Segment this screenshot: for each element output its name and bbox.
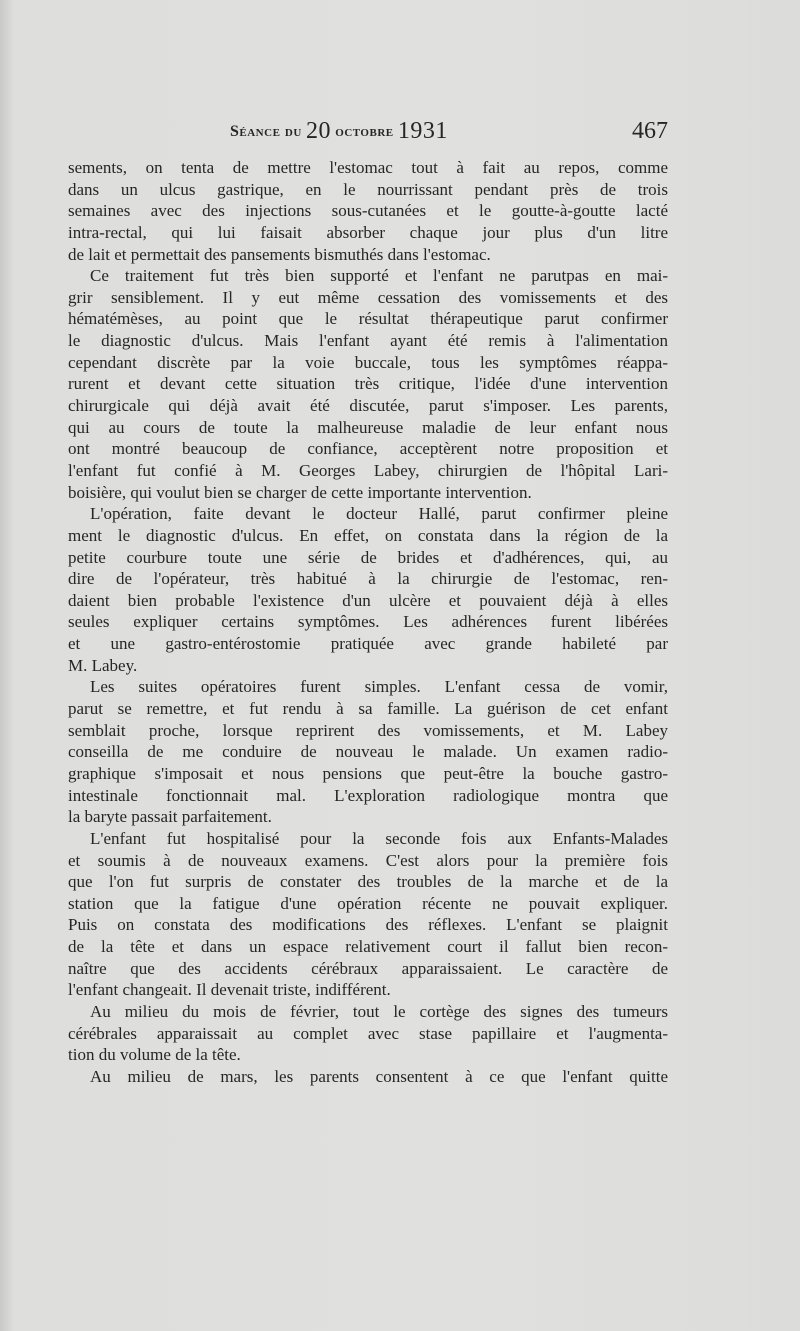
text-line: cependant discrète par la voie buccale, tous les symptômes réappa- [68, 352, 668, 372]
text-line: naître que des accidents cérébraux apparaissaient. Le caractère de [68, 958, 668, 978]
text-line: station que la fatigue d'une opération récente ne pouvait expliquer. [68, 893, 668, 913]
text-line: Au milieu de mars, les parents consentent à ce que l'enfant quitte [90, 1066, 668, 1086]
text-line: intra-rectal, qui lui faisait absorber chaque jour plus d'un litre [68, 222, 668, 242]
page-header [68, 118, 668, 148]
text-line: intestinale fonctionnait mal. L'exploration radiologique montra que [68, 785, 668, 805]
body-text [68, 157, 668, 1088]
text-line: graphique s'imposait et nous pensions que peut-être la bouche gastro- [68, 763, 668, 783]
running-head-day: 20 [306, 118, 332, 144]
text-line: rurent et devant cette situation très critique, l'idée d'une intervention [68, 374, 668, 394]
text-line: M. Labey. [68, 655, 138, 675]
running-head-year: 1931 [397, 118, 448, 144]
text-line: ment le diagnostic d'ulcus. En effet, on constata dans la région de la [68, 525, 668, 545]
paragraph [68, 157, 668, 265]
paragraph [68, 1001, 668, 1066]
text-line: semaines avec des injections sous-cutanées et le goutte-à-goutte lacté [68, 201, 668, 221]
page-number: 467 [632, 118, 668, 144]
text-line: conseilla de me conduire de nouveau le malade. Un examen radio- [68, 742, 668, 762]
text-line: Puis on constata des modifications des réflexes. L'enfant se plaignit [68, 915, 668, 935]
text-line: L'opération, faite devant le docteur Hallé, parut confirmer pleine [90, 504, 668, 524]
text-line: tion du volume de la tête. [68, 1045, 241, 1065]
text-line: boisière, qui voulut bien se charger de cette importante intervention. [68, 482, 532, 502]
text-line: dire de l'opérateur, très habitué à la chirurgie de l'estomac, ren- [68, 569, 668, 589]
text-line: que l'on fut surpris de constater des troubles de la marche et de la [68, 872, 668, 892]
text-line: hématémèses, au point que le résultat thérapeutique parut confirmer [68, 309, 668, 329]
text-line: parut se remettre, et fut rendu à sa famille. La guérison de cet enfant [68, 699, 668, 719]
running-head-month: octobre [335, 123, 394, 140]
paragraph [68, 503, 668, 676]
text-line: petite courbure toute une série de brides et d'adhérences, qui, au [68, 547, 668, 567]
text-line: sements, on tenta de mettre l'estomac tout à fait au repos, comme [68, 158, 668, 177]
text-line: et une gastro-entérostomie pratiquée avec grande habileté par [68, 634, 668, 654]
paragraph [68, 1066, 668, 1088]
text-line: seules expliquer certains symptômes. Les adhérences furent libérées [68, 612, 668, 632]
text-line: qui au cours de toute la malheureuse maladie de leur enfant nous [68, 417, 668, 437]
text-line: le diagnostic d'ulcus. Mais l'enfant ayant été remis à l'alimentation [68, 331, 668, 351]
text-line: ont montré beaucoup de confiance, acceptèrent notre proposition et [68, 439, 668, 459]
text-line: semblait proche, lorsque reprirent des vomissements, et M. Labey [68, 720, 668, 740]
text-line: et soumis à de nouveaux examens. C'est alors pour la première fois [68, 850, 668, 870]
text-line: de la tête et dans un espace relativement court il fallut bien recon- [68, 937, 668, 957]
text-line: dans un ulcus gastrique, en le nourrissant pendant près de trois [68, 179, 668, 199]
paragraph [68, 676, 668, 827]
text-line: la baryte passait parfaitement. [68, 807, 272, 827]
text-line: Au milieu du mois de février, tout le cortège des signes des tumeurs [90, 1001, 668, 1021]
text-line: Les suites opératoires furent simples. L'enfant cessa de vomir, [90, 677, 668, 697]
text-line: L'enfant fut hospitalisé pour la seconde fois aux Enfants-Malades [90, 828, 668, 848]
paragraph [68, 265, 668, 503]
text-line: Ce traitement fut très bien supporté et l'enfant ne parutpas en mai- [90, 266, 668, 286]
text-line: l'enfant fut confié à M. Georges Labey, chirurgien de l'hôpital Lari- [68, 460, 668, 480]
running-head [230, 118, 448, 145]
paragraph [68, 828, 668, 1001]
text-line: daient bien probable l'existence d'un ulcère et pouvaient déjà à elles [68, 590, 668, 610]
text-line: l'enfant changeait. Il devenait triste, indifférent. [68, 980, 391, 1000]
text-line: de lait et permettait des pansements bismuthés dans l'estomac. [68, 244, 491, 264]
running-head-session: Séance du [230, 123, 302, 140]
text-line: grir sensiblement. Il y eut même cessation des vomissements et des [68, 287, 668, 307]
text-line: cérébrales apparaissait au complet avec stase papillaire et l'augmenta- [68, 1023, 668, 1043]
text-line: chirurgicale qui déjà avait été discutée, parut s'imposer. Les parents, [68, 396, 668, 416]
